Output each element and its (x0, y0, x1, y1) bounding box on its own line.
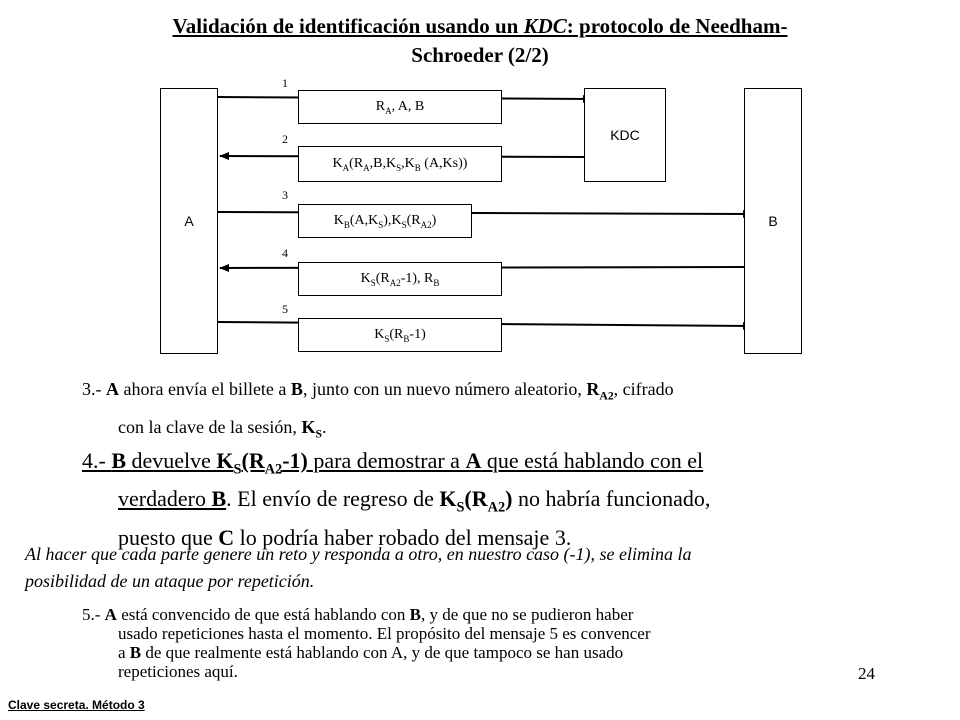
page-number: 24 (858, 664, 875, 683)
message-4-number: 4 (282, 246, 288, 260)
entity-b-label: B (768, 213, 778, 229)
message-4-box: $K_S(R_{A2}-1)$, $R_B$ (298, 262, 502, 296)
slide-title: Validación de identificación usando un KDC: protocolo de Needham- Schroeder (2/2) (172, 14, 788, 67)
entity-kdc-label: KDC (610, 127, 640, 143)
message-3-number: 3 (282, 188, 288, 202)
italic-note: Al hacer que cada parte genere un reto y responda a otro, en nuestro caso (-1), se elimina la posibilidad de un ataque por repetición. (25, 544, 692, 591)
message-3-box: $K_B(A,K_S),K_S(R_{A2})$ (298, 204, 472, 238)
paragraph-step-4: 4.- B devuelve $K_S(R_{A2}-1)$ para demostrar a A que está hablando con el verdadero B. El envío de regreso de $K_S(R_{A2})$ no habría funcionado, puesto que C lo podría haber robado del mensaje 3. (82, 448, 711, 550)
footer-text: Clave secreta. Método 3 (8, 698, 145, 712)
message-2-box: $K_A(R_A,B,K_S,K_B$ (A,Ks)) (298, 146, 502, 182)
entity-a-label: A (184, 213, 194, 229)
message-5-number: 5 (282, 302, 288, 316)
paragraph-step-3: 3.- A ahora envía el billete a B, junto con un nuevo número aleatorio, $R_{A2}$, cifrado con la clave de la sesión, $K_S$. (82, 379, 674, 441)
entity-a-box (160, 88, 218, 354)
message-5-box: $K_S(R_B-1)$ (298, 318, 502, 352)
entity-b-box (744, 88, 802, 354)
message-1-number: 1 (282, 76, 288, 90)
entity-kdc-box (584, 88, 666, 182)
message-1-box: $R_A$, A, B (298, 90, 502, 124)
paragraph-step-5: 5.- A está convencido de que está hablando con B, y de que no se pudieron haber usado repeticiones hasta el momento. El propósito del mensaje 5 es convencer a B de que realmente está hablando con A, y de que tampoco se han usado repeticiones aquí. (82, 605, 651, 681)
message-2-number: 2 (282, 132, 288, 146)
